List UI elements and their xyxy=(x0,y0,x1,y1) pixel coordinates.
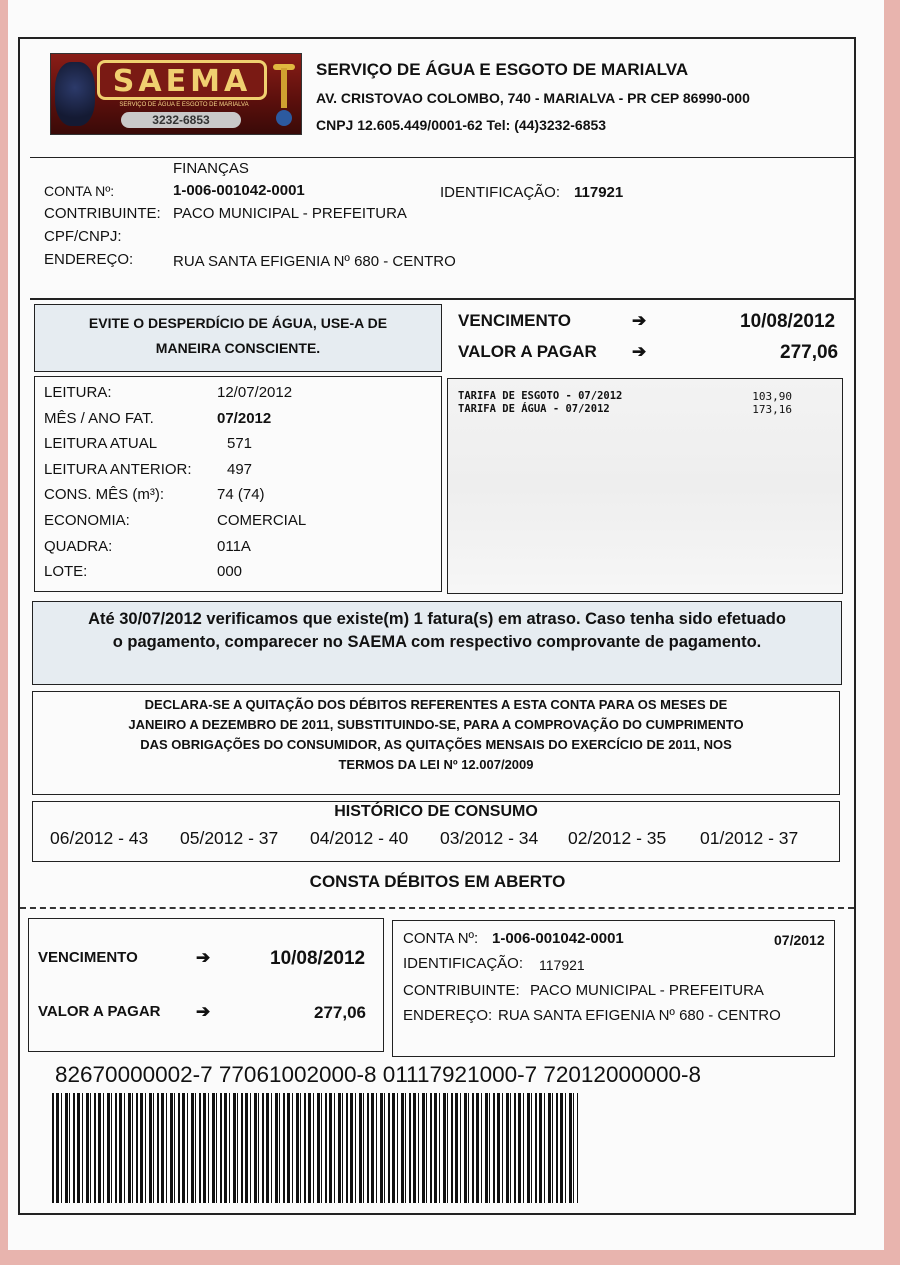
reading-label: LEITURA ANTERIOR: xyxy=(44,460,192,478)
history-item: 05/2012 - 37 xyxy=(180,828,279,848)
reading-value: 000 xyxy=(217,563,243,581)
reading-value: 497 xyxy=(227,460,253,478)
reading-value: 74 (74) xyxy=(217,486,265,504)
category-label: FINANÇAS xyxy=(173,160,249,177)
reading-label: ECONOMIA: xyxy=(44,512,130,529)
section-divider xyxy=(30,298,856,300)
stub-payment-box xyxy=(28,918,384,1052)
cut-line xyxy=(20,907,854,909)
stub-conta-value: 1-006-001042-0001 xyxy=(492,930,624,947)
reading-value: 12/07/2012 xyxy=(217,384,293,401)
arrow-right-icon: ➔ xyxy=(632,311,647,330)
arrow-right-icon: ➔ xyxy=(196,1002,211,1021)
company-address: AV. CRISTOVAO COLOMBO, 740 - MARIALVA - PR CEP 86990-000 xyxy=(316,90,750,106)
logo-subtitle: SERVIÇO DE ÁGUA E ESGOTO DE MARIALVA xyxy=(119,102,249,108)
charge-value: 173,16 xyxy=(752,403,792,416)
declaration-line2: JANEIRO A DEZEMBRO DE 2011, SUBSTITUINDO-SE, PARA A COMPROVAÇÃO DO CUMPRIMENTO xyxy=(128,717,744,732)
notice-line1: EVITE O DESPERDÍCIO DE ÁGUA, USE-A DE xyxy=(88,315,388,331)
charge-description: TARIFA DE ESGOTO - 07/2012 xyxy=(458,390,623,402)
valor-value: 277,06 xyxy=(780,342,839,363)
stub-contribuinte-label: CONTRIBUINTE: xyxy=(403,982,520,999)
reading-box xyxy=(34,376,442,592)
history-item: 06/2012 - 43 xyxy=(50,828,149,848)
reading-label: LEITURA: xyxy=(44,384,112,401)
ident-label: IDENTIFICAÇÃO: xyxy=(440,184,561,201)
overdue-line1: Até 30/07/2012 verificamos que existe(m) 1 fatura(s) em atraso. Caso tenha sido efetuado xyxy=(88,610,786,628)
cpf-label: CPF/CNPJ: xyxy=(44,228,122,245)
overdue-line2: o pagamento, comparecer no SAEMA com respectivo comprovante de pagamento. xyxy=(112,633,762,651)
endereco-value: RUA SANTA EFIGENIA Nº 680 - CENTRO xyxy=(173,253,456,270)
charge-value: 103,90 xyxy=(752,390,792,403)
stub-valor-label: VALOR A PAGAR xyxy=(38,1003,161,1020)
stub-vencimento-value: 10/08/2012 xyxy=(270,948,366,969)
company-cnpj: CNPJ 12.605.449/0001-62 Tel: (44)3232-6853 xyxy=(316,117,607,133)
reading-label: LOTE: xyxy=(44,563,88,581)
history-item: 03/2012 - 34 xyxy=(440,828,539,848)
contribuinte-label: CONTRIBUINTE: xyxy=(44,205,161,222)
notice-line2: MANEIRA CONSCIENTE. xyxy=(155,340,321,356)
stub-conta-label: CONTA Nº: xyxy=(403,930,479,947)
header-divider xyxy=(30,38,856,158)
conta-label: CONTA Nº: xyxy=(44,183,115,199)
reading-value: 011A xyxy=(217,537,251,555)
contribuinte-value: PACO MUNICIPAL - PREFEITURA xyxy=(173,205,407,222)
overdue-box xyxy=(32,601,842,685)
declaration-box xyxy=(32,691,840,795)
stub-ref: 07/2012 xyxy=(774,932,825,948)
arrow-right-icon: ➔ xyxy=(196,948,211,967)
history-item: 01/2012 - 37 xyxy=(700,828,799,848)
stub-endereco-label: ENDEREÇO: xyxy=(403,1007,493,1024)
reading-label: CONS. MÊS (m³): xyxy=(44,486,164,504)
endereco-label: ENDEREÇO: xyxy=(44,251,134,268)
stub-valor-value: 277,06 xyxy=(314,1003,366,1022)
valor-label: VALOR A PAGAR xyxy=(458,342,597,361)
stub-ident-label: IDENTIFICAÇÃO: xyxy=(403,955,524,972)
debts-title: CONSTA DÉBITOS EM ABERTO xyxy=(309,872,566,891)
declaration-line1: DECLARA-SE A QUITAÇÃO DOS DÉBITOS REFERENTES A ESTA CONTA PARA OS MESES DE xyxy=(144,697,728,712)
vencimento-value: 10/08/2012 xyxy=(740,311,836,332)
logo-phone: 3232-6853 xyxy=(121,112,241,128)
ident-value: 117921 xyxy=(574,184,624,201)
payment-barcode xyxy=(52,1093,578,1203)
logo-word: SAEMA xyxy=(97,60,267,100)
reading-value: 571 xyxy=(227,435,253,453)
barcode-digits: 82670000002-7 77061002000-8 01117921000-7 72012000000-8 xyxy=(55,1062,702,1087)
arrow-right-icon: ➔ xyxy=(632,342,647,361)
history-title: HISTÓRICO DE CONSUMO xyxy=(334,803,538,820)
declaration-line4: TERMOS DA LEI Nº 12.007/2009 xyxy=(338,757,534,772)
stub-vencimento-label: VENCIMENTO xyxy=(38,949,138,966)
stub-ident-value: 117921 xyxy=(539,957,585,973)
stub-contribuinte-value: PACO MUNICIPAL - PREFEITURA xyxy=(530,982,764,999)
stub-endereco-value: RUA SANTA EFIGENIA Nº 680 - CENTRO xyxy=(498,1007,781,1024)
reading-label: QUADRA: xyxy=(44,537,113,555)
company-name: SERVIÇO DE ÁGUA E ESGOTO DE MARIALVA xyxy=(316,60,689,79)
declaration-line3: DAS OBRIGAÇÕES DO CONSUMIDOR, AS QUITAÇÕES MENSAIS DO EXERCÍCIO DE 2011, NOS xyxy=(140,737,732,752)
reading-value: 07/2012 xyxy=(217,409,272,427)
conta-value: 1-006-001042-0001 xyxy=(173,182,305,199)
history-item: 04/2012 - 40 xyxy=(310,828,409,848)
notice-box xyxy=(34,304,442,372)
vencimento-label: VENCIMENTO xyxy=(458,311,572,330)
charge-description: TARIFA DE ÁGUA - 07/2012 xyxy=(458,403,610,415)
reading-label: MÊS / ANO FAT. xyxy=(44,409,154,427)
history-item: 02/2012 - 35 xyxy=(568,828,667,848)
reading-label: LEITURA ATUAL xyxy=(44,435,158,453)
reading-value: COMERCIAL xyxy=(217,512,307,529)
